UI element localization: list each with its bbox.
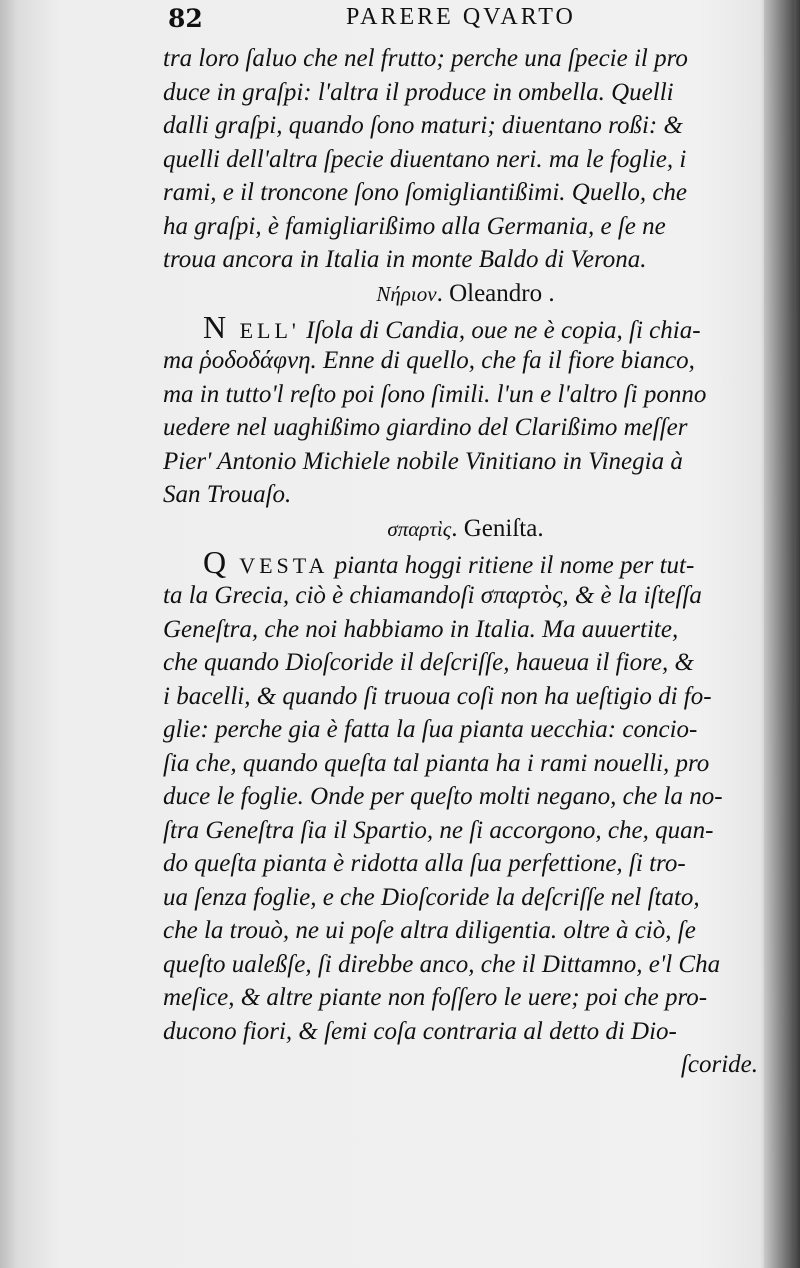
paragraph-section-2 xyxy=(163,344,768,512)
heading-latin-term: . Geniſta. xyxy=(451,514,544,542)
text-line: San Trouaſo. xyxy=(163,481,292,508)
text-line: i bacelli, & quando ſi truoua coſi non ha ueſtigio di fo- xyxy=(163,682,712,710)
text-line: ta la Grecia, ciò è chiamandoſi σπαρτὸς, & è la iſteſſa xyxy=(163,582,702,609)
text-line: ha graſpi, è famigliarißimo alla Germania, e ſe ne xyxy=(163,212,666,240)
text-line: uedere nel uaghißimo giardino del Clarißimo meſſer xyxy=(163,414,688,441)
initial-cap: Q VESTA xyxy=(203,545,329,579)
text-line: glie: perche gia è fatta la ſua pianta uecchia: concio- xyxy=(163,716,698,743)
text-line: Geneſtra, che noi habbiamo in Italia. Ma auuertite, xyxy=(163,615,679,643)
text-line: quelli dell'altra ſpecie diuentano neri. ma le foglie, i xyxy=(163,145,687,173)
text-line: ma in tutto'l reſto poi ſono ſimili. l'un e l'altro ſi ponno xyxy=(163,380,707,408)
text-line: meſice, & altre piante non foſſero le uere; poi che pro- xyxy=(163,984,708,1011)
text-line: do queſta pianta è ridotta alla ſua perfettione, ſi tro- xyxy=(163,850,686,877)
page-header xyxy=(168,4,618,34)
text-line: che quando Dioſcoride il deſcriſſe, haueua il fiore, & xyxy=(163,649,694,676)
heading-oleandro xyxy=(163,277,768,311)
page-number: 82 xyxy=(168,4,203,33)
paragraph-section-3 xyxy=(163,579,768,1048)
text-line: ducono fiori, & ſemi coſa contraria al detto di Dio- xyxy=(163,1017,677,1045)
body-text xyxy=(163,42,768,1082)
running-head: PARERE QVARTO xyxy=(346,4,576,30)
heading-greek-term: σπαρτὶς xyxy=(387,516,452,541)
text-line: dalli graſpi, quando ſono maturi; diuentano roßi: & xyxy=(163,112,683,139)
page-edge-shadow xyxy=(764,0,794,1268)
text-line: che la trouò, ne ui poſe altra diligentia. oltre à ciò, ſe xyxy=(163,917,696,944)
heading-greek-term: Νήριον xyxy=(376,281,437,306)
text-line: rami, e il troncone ſono ſomigliantißimi. Quello, che xyxy=(163,179,688,206)
text-line: tra loro ſaluo che nel frutto; perche una ſpecie il pro xyxy=(163,45,688,72)
text-line: ua ſenza foglie, e che Dioſcoride la deſcriſſe nel ſtato, xyxy=(163,883,700,911)
paragraph-section-1 xyxy=(163,42,768,277)
initial-cap: N ELL' xyxy=(203,310,300,344)
text-line: ſia che, quando queſta tal pianta ha i rami nouelli, pro xyxy=(163,749,710,777)
paragraph-first-line: Q VESTA pianta hoggi ritiene il nome per tut- xyxy=(203,545,695,579)
text-line: Pier' Antonio Michiele nobile Vinitiano in Vinegia à xyxy=(163,447,683,475)
text-line: queſto ualeßſe, ſi direbbe anco, che il Dittamno, e'l Cha xyxy=(163,950,721,978)
text-line: duce le foglie. Onde per queſto molti negano, che la no- xyxy=(163,783,723,810)
text-line: troua ancora in Italia in monte Baldo di Verona. xyxy=(163,246,647,273)
text-line: ſtra Geneſtra ſia il Spartio, ne ſi accorgono, che, quan- xyxy=(163,816,714,844)
text-line: duce in graſpi: l'altra il produce in ombella. Quelli xyxy=(163,78,674,106)
catchword: ſcoride. xyxy=(680,1051,758,1078)
paragraph-first-line: N ELL' Iſola di Candia, oue ne è copia, ſi chia- xyxy=(203,310,701,344)
heading-latin-term: . Oleandro . xyxy=(436,279,555,307)
heading-genista xyxy=(163,512,768,546)
text-line: ma ῥοδοδάφνη. Enne di quello, che fa il fiore bianco, xyxy=(163,347,695,374)
